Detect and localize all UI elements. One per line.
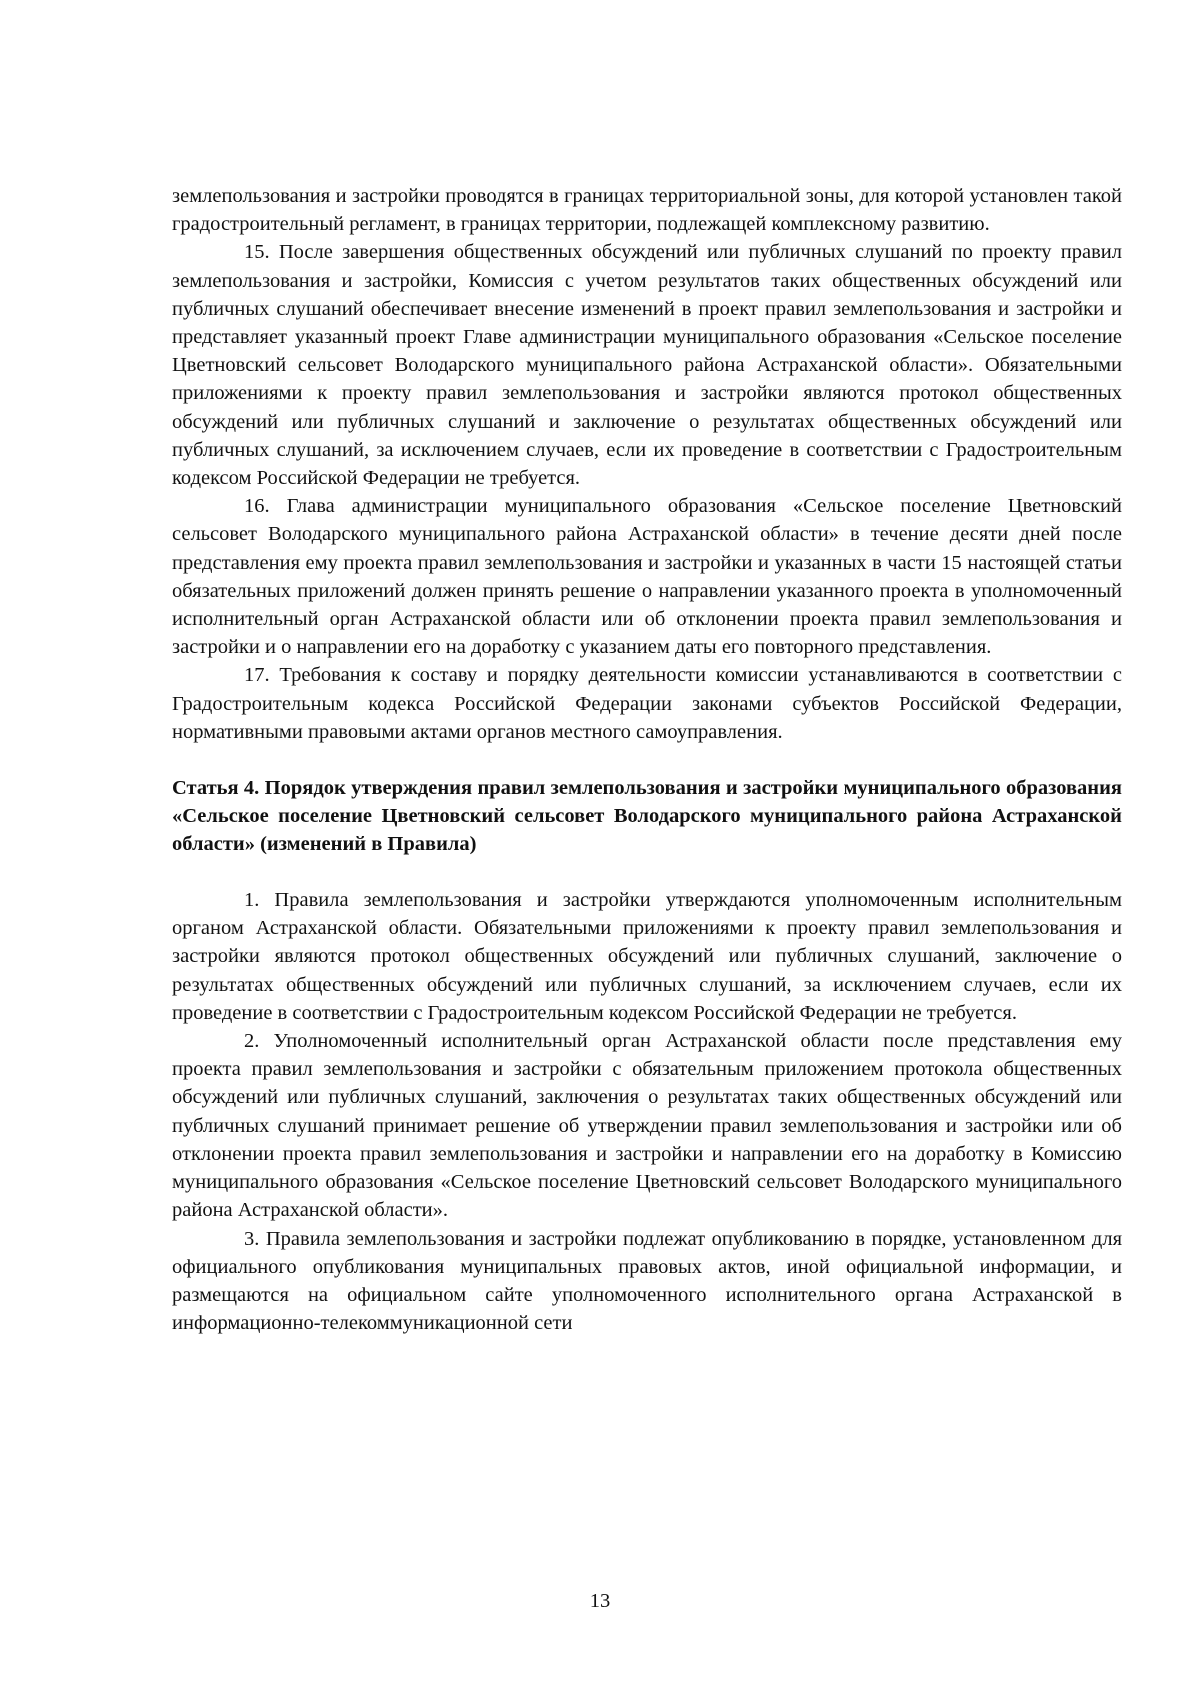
article-title: Статья 4. Порядок утверждения правил землепользования и застройки муниципального образования «Сельское поселение Цветновский сельсовет Володарского муниципального района Астраханской области» (изменений в Правила) [172,777,1122,856]
paragraph: 1. Правила землепользования и застройки утверждаются уполномоченным исполнительным органом Астраханской области. Обязательными приложениями к проекту правил землепользования и застройки являются протокол общественных обсуждений или публичных слушаний, заключение о результатах общественных обсуждений или публичных слушаний, за исключением случаев, если их проведение в соответствии с Градостроительным кодексом Российской Федерации не требуется. [172,889,1122,1024]
paragraphs-before [172,182,1122,746]
paragraph: 15. После завершения общественных обсуждений или публичных слушаний по проекту правил землепользования и застройки, Комиссия с учетом результатов таких общественных обсуждений или публичных слушаний обеспечивает внесение изменений в проект правил землепользования и застройки и представляет указанный проект Главе администрации муниципального образования «Сельское поселение Цветновский сельсовет Володарского муниципального района Астраханской области». Обязательными приложениями к проекту правил землепользования и застройки являются протокол общественных обсуждений или публичных слушаний и заключение о результатах общественных обсуждений или публичных слушаний, за исключением случаев, если их проведение в соответствии с Градостроительным кодексом Российской Федерации не требуется. [172,241,1122,490]
page-number: 13 [589,1590,611,1612]
paragraph: 2. Уполномоченный исполнительный орган Астраханской области после представления ему проекта правил землепользования и застройки с обязательным приложением протокола общественных обсуждений или публичных слушаний, заключения о результатах таких общественных обсуждений или публичных слушаний принимает решение об утверждении правил землепользования и застройки или об отклонении проекта правил землепользования и застройки и направлении его на доработку в Комиссию муниципального образования «Сельское поселение Цветновский сельсовет Володарского муниципального района Астраханской области». [172,1030,1122,1222]
paragraph: 16. Глава администрации муниципального образования «Сельское поселение Цветновский сельсовет Володарского муниципального района Астраханской области» в течение десяти дней после представления ему проекта правил землепользования и застройки и указанных в части 15 настоящей статьи обязательных приложений должен принять решение о направлении указанного проекта в уполномоченный исполнительный орган Астраханской области или об отклонении проекта правил землепользования и застройки и о направлении его на доработку с указанием даты его повторного представления. [172,495,1122,659]
paragraph: землепользования и застройки проводятся в границах территориальной зоны, для которой установлен такой градостроительный регламент, в границах территории, подлежащей комплексному развитию. [172,185,1122,236]
paragraphs-after [172,886,1122,1337]
page-content [172,182,1122,1337]
paragraph: 17. Требования к составу и порядку деятельности комиссии устанавливаются в соответствии с Градостроительным кодекса Российской Федерации законами субъектов Российской Федерации, нормативными правовыми актами органов местного самоуправления. [172,664,1122,743]
paragraph: 3. Правила землепользования и застройки подлежат опубликованию в порядке, установленном для официального опубликования муниципальных правовых актов, иной официальной информации, и размещаются на официальном сайте уполномоченного исполнительного органа Астраханской в информационно-телекоммуникационной сети [172,1227,1122,1335]
